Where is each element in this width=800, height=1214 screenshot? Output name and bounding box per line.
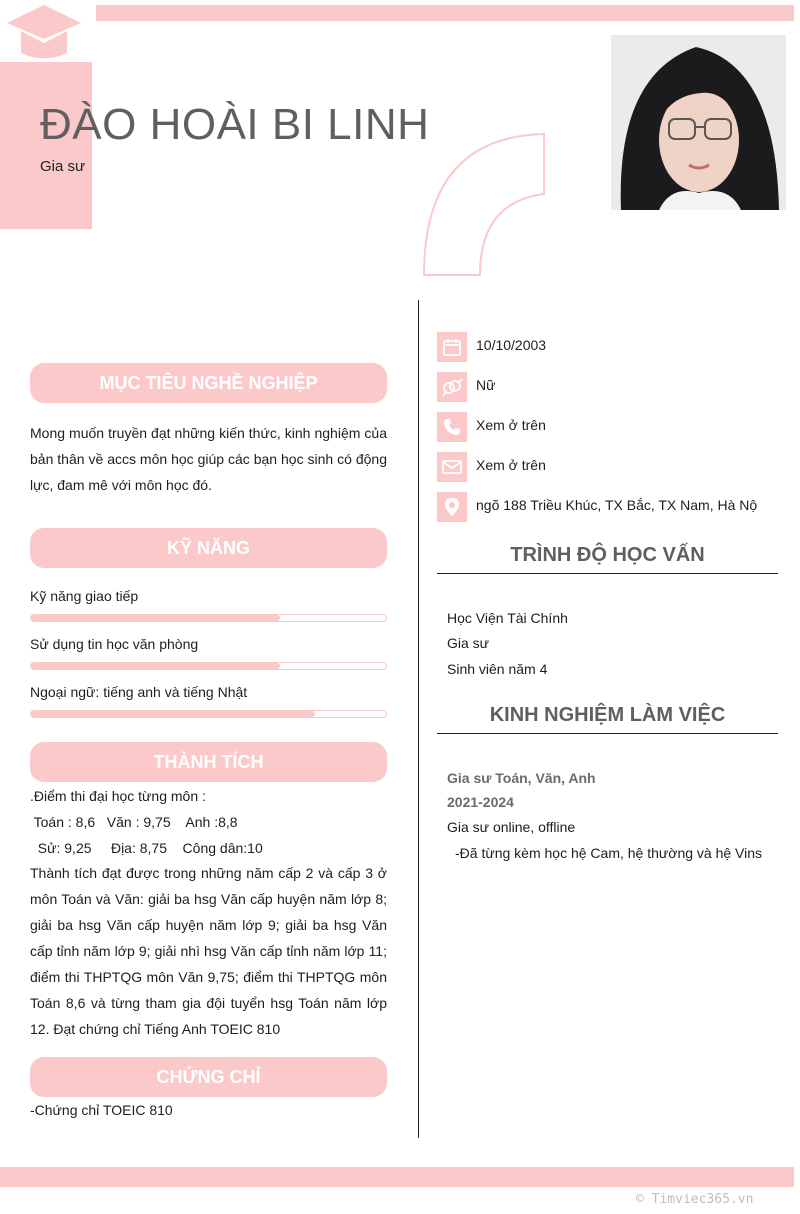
certificates-text: -Chứng chỉ TOEIC 810 (30, 1102, 173, 1118)
skill-bar-fill (31, 711, 315, 717)
education-underline (437, 573, 778, 574)
experience-description: -Đã từng kèm học hệ Cam, hệ thường và hệ Vins (455, 845, 763, 861)
portrait-illustration (611, 35, 786, 210)
skill-label: Sử dụng tin học văn phòng (30, 636, 199, 652)
bottom-decor-bar (0, 1167, 794, 1187)
achievements-text: Thành tích đạt được trong những năm cấp 2 và cấp 3 ở môn Toán và Văn: giải ba hsg Văn cấp huyện năm lớp 8; giải ba hsg Văn cấp huyện năm lớp 9; giải ba hsg Văn cấp tỉnh năm lớp 9; giải nhì hsg Văn cấp tỉnh năm lớp 11; điểm thi THPTQG môn Văn 9,75; điểm thi THPTQG môn Toán 8,6 và từng tham gia đội tuyển hsg Toán năm lớp 12. Đạt chứng chỉ Tiếng Anh TOEIC 810 (30, 865, 387, 1037)
column-divider (418, 300, 419, 1138)
email-text: Xem ở trên (476, 457, 546, 473)
experience-period: 2021-2024 (447, 794, 514, 810)
skill-bar-fill (31, 663, 280, 669)
achievements-heading: THÀNH TÍCH (30, 742, 387, 782)
skill-bar (30, 662, 387, 670)
skill-bar (30, 614, 387, 622)
education-status: Sinh viên năm 4 (447, 661, 548, 677)
experience-underline (437, 733, 778, 734)
education-heading: TRÌNH ĐỘ HỌC VẤN (510, 544, 705, 566)
achievement-scores-line: Toán : 8,6 Văn : 9,75 Anh :8,8 (30, 814, 238, 830)
experience-heading: KINH NGHIỆM LÀM VIỆC (489, 704, 726, 726)
phone-icon (437, 412, 467, 442)
education-school: Học Viện Tài Chính (447, 610, 568, 626)
experience-company: Gia sư online, offline (447, 819, 576, 835)
gender-icon (437, 372, 467, 402)
education-major: Gia sư (447, 635, 490, 651)
skills-heading: KỸ NĂNG (30, 528, 387, 568)
certificates-heading: CHỨNG CHỈ (30, 1057, 387, 1097)
copyright-text: © Timviec365.vn (636, 1192, 754, 1207)
profile-photo (611, 35, 786, 210)
objective-text: Mong muốn truyền đạt những kiến thức, kinh nghiệm của bản thân về accs môn học giúp các bạn học sinh có động lực, đam mê với môn học đó. (30, 425, 387, 493)
candidate-name: ĐÀO HOÀI BI LINH (40, 100, 430, 149)
candidate-role: Gia sư (40, 158, 86, 175)
address-text: ngõ 188 Triều Khúc, TX Bắc, TX Nam, Hà Nộ (476, 497, 758, 513)
dob-text: 10/10/2003 (476, 337, 547, 353)
phone-text: Xem ở trên (476, 417, 546, 433)
gender-text: Nữ (476, 377, 496, 393)
skill-label: Ngoại ngữ: tiếng anh và tiếng Nhật (30, 684, 248, 700)
graduation-cap-icon (4, 2, 84, 64)
decor-arc (420, 132, 550, 280)
top-decor-bar (96, 5, 794, 21)
email-icon (437, 452, 467, 482)
skill-bar-fill (31, 615, 280, 621)
achievement-scores-line: .Điểm thi đại học từng môn : (30, 788, 206, 804)
skill-label: Kỹ năng giao tiếp (30, 588, 139, 604)
skill-bar (30, 710, 387, 718)
achievement-scores-line: Sử: 9,25 Địa: 8,75 Công dân:10 (30, 840, 263, 856)
location-icon (437, 492, 467, 522)
objective-heading: MỤC TIÊU NGHỀ NGHIỆP (30, 363, 387, 403)
experience-position: Gia sư Toán, Văn, Anh (447, 770, 596, 786)
calendar-icon (437, 332, 467, 362)
